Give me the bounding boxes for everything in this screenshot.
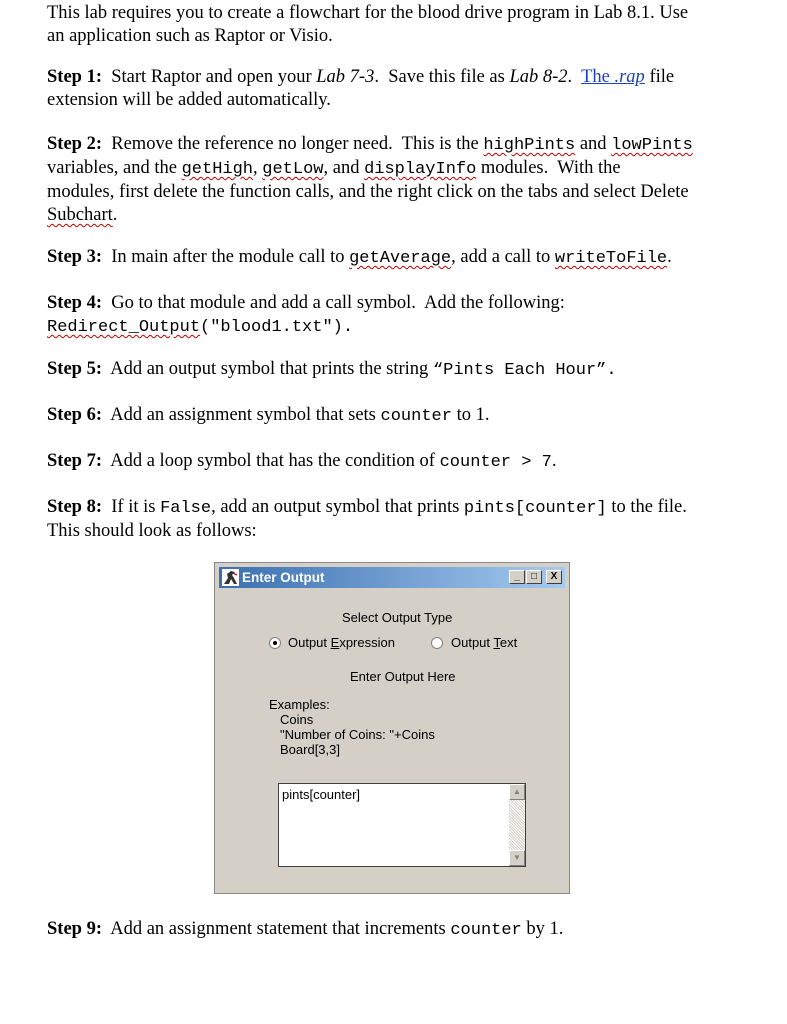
step-2-line-4 [47,204,747,227]
step-text: . [567,67,582,87]
code-pints-each-hour: “Pints Each Hour”. [432,361,617,380]
step-8-line-1 [47,496,747,520]
step-text: . [112,205,118,225]
step-label: Step 2: [47,134,102,154]
label-text: ext [499,635,518,650]
step-8 [47,496,747,543]
output-text-label[interactable] [451,635,517,650]
output-expression-radio[interactable] [269,637,281,649]
step-9 [47,918,747,942]
step-3 [47,246,747,270]
minimize-button[interactable]: _ [509,570,525,584]
step-label: Step 9: [47,919,102,939]
step-7-line-1 [47,450,747,474]
step-2 [47,133,747,227]
step-label: Step 6: [47,405,102,425]
label-text: Output [451,635,494,650]
dialog-title: Enter Output [242,570,325,585]
file-name: Lab 8-2 [509,67,568,87]
intro-line-2: an application such as Raptor or Visio. [47,26,333,46]
step-4-line-1 [47,292,747,315]
step-7 [47,450,747,474]
example-coins: Coins [280,712,314,727]
step-1-line-2: extension will be added automatically. [47,90,331,110]
step-text: to the file. [606,497,687,517]
code-loop-condition: counter > 7 [439,453,552,472]
intro-paragraph [47,2,747,48]
output-text-radio[interactable] [431,637,443,649]
step-4 [47,292,747,339]
step-5 [47,358,747,382]
code-false: False [160,499,212,518]
code-getaverage: getAverage [349,249,452,268]
step-text: . [551,451,557,471]
step-text: If it is [102,497,161,517]
step-2-line-1 [47,133,747,157]
step-8-line-2: This should look as follows: [47,521,257,541]
scroll-down-icon[interactable]: ▼ [509,850,525,866]
accelerator-key: T [493,635,500,650]
step-6 [47,404,747,428]
code-highpints: highPints [483,136,576,155]
output-expression-textbox[interactable] [278,783,526,867]
code-counter: counter [450,921,522,940]
output-expression-value[interactable]: pints[counter] [282,787,361,802]
step-text: Go to that module and add a call symbol. Add the following: [102,293,565,313]
step-text: Add a loop symbol that has the condition of [102,451,440,471]
code-blood-file: ("blood1.txt"). [200,318,354,337]
radio-selected-dot [273,641,277,645]
file-name: Lab 7-3 [316,67,375,87]
close-button[interactable]: X [546,570,562,584]
accelerator-key: E [330,635,340,650]
step-text: Add an output symbol that prints the string [102,359,433,379]
step-label: Step 7: [47,451,102,471]
output-expression-label[interactable] [288,635,395,650]
step-text: , [253,158,263,178]
dialog-titlebar[interactable] [219,567,565,588]
step-text: In main after the module call to [102,247,350,267]
hyperlink-rap-extension[interactable]: .rap [614,67,645,87]
label-text: Output [288,635,331,650]
step-text: variables, and the [47,158,182,178]
step-2-line-3: modules, first delete the function calls, and the right click on the tabs and select Delete [47,182,689,202]
step-text: to 1. [451,405,490,425]
step-4-line-2 [47,315,747,339]
step-text: Start Raptor and open your [102,67,317,87]
step-text: , add a call to [451,247,555,267]
select-output-type-label: Select Output Type [342,610,453,625]
step-6-line-1 [47,404,747,428]
step-text: , add an output symbol that prints [211,497,464,517]
step-text: by 1. [521,919,564,939]
step-9-line-1 [47,918,747,942]
word-subchart: Subchart [47,205,113,225]
step-5-line-1 [47,358,747,382]
code-getlow: getLow [262,160,324,179]
step-label: Step 1: [47,67,102,87]
examples-label: Examples: [269,697,330,712]
step-label: Step 3: [47,247,102,267]
step-label: Step 8: [47,497,102,517]
textbox-scrollbar[interactable] [509,784,525,866]
step-text: file [644,67,675,87]
example-number-of-coins: "Number of Coins: "+Coins [280,727,435,742]
step-text: . Save this file as [374,67,510,87]
intro-line-1: This lab requires you to create a flowchart for the blood drive program in Lab 8.1. Use [47,3,689,23]
hyperlink-the[interactable]: The [581,67,610,87]
example-board: Board[3,3] [280,742,340,757]
step-label: Step 4: [47,293,102,313]
code-displayinfo: displayInfo [364,160,477,179]
step-text: . [667,247,672,267]
step-2-line-2 [47,157,747,181]
code-redirect-output: Redirect_Output [47,318,201,337]
maximize-button[interactable]: □ [526,570,542,584]
step-text: modules. With the [476,158,621,178]
step-text: Add an assignment statement that increments [102,919,451,939]
enter-output-dialog [214,562,570,894]
step-text: , and [323,158,365,178]
step-1 [47,66,747,112]
step-1-line-1 [47,66,747,89]
code-pints-counter: pints[counter] [463,499,607,518]
step-text: Remove the reference no longer need. This is the [102,134,484,154]
code-counter: counter [380,407,452,426]
label-text: xpression [339,635,395,650]
code-writetofile: writeToFile [554,249,668,268]
scroll-track[interactable] [509,800,525,850]
enter-output-here-label: Enter Output Here [350,669,456,684]
step-text: Add an assignment symbol that sets [102,405,381,425]
step-3-line-1 [47,246,747,270]
code-lowpints: lowPints [611,136,693,155]
raptor-app-icon [222,569,239,586]
scroll-up-icon[interactable]: ▲ [509,784,525,800]
examples-block [269,697,435,757]
step-text: and [575,134,612,154]
code-gethigh: getHigh [181,160,254,179]
step-label: Step 5: [47,359,102,379]
